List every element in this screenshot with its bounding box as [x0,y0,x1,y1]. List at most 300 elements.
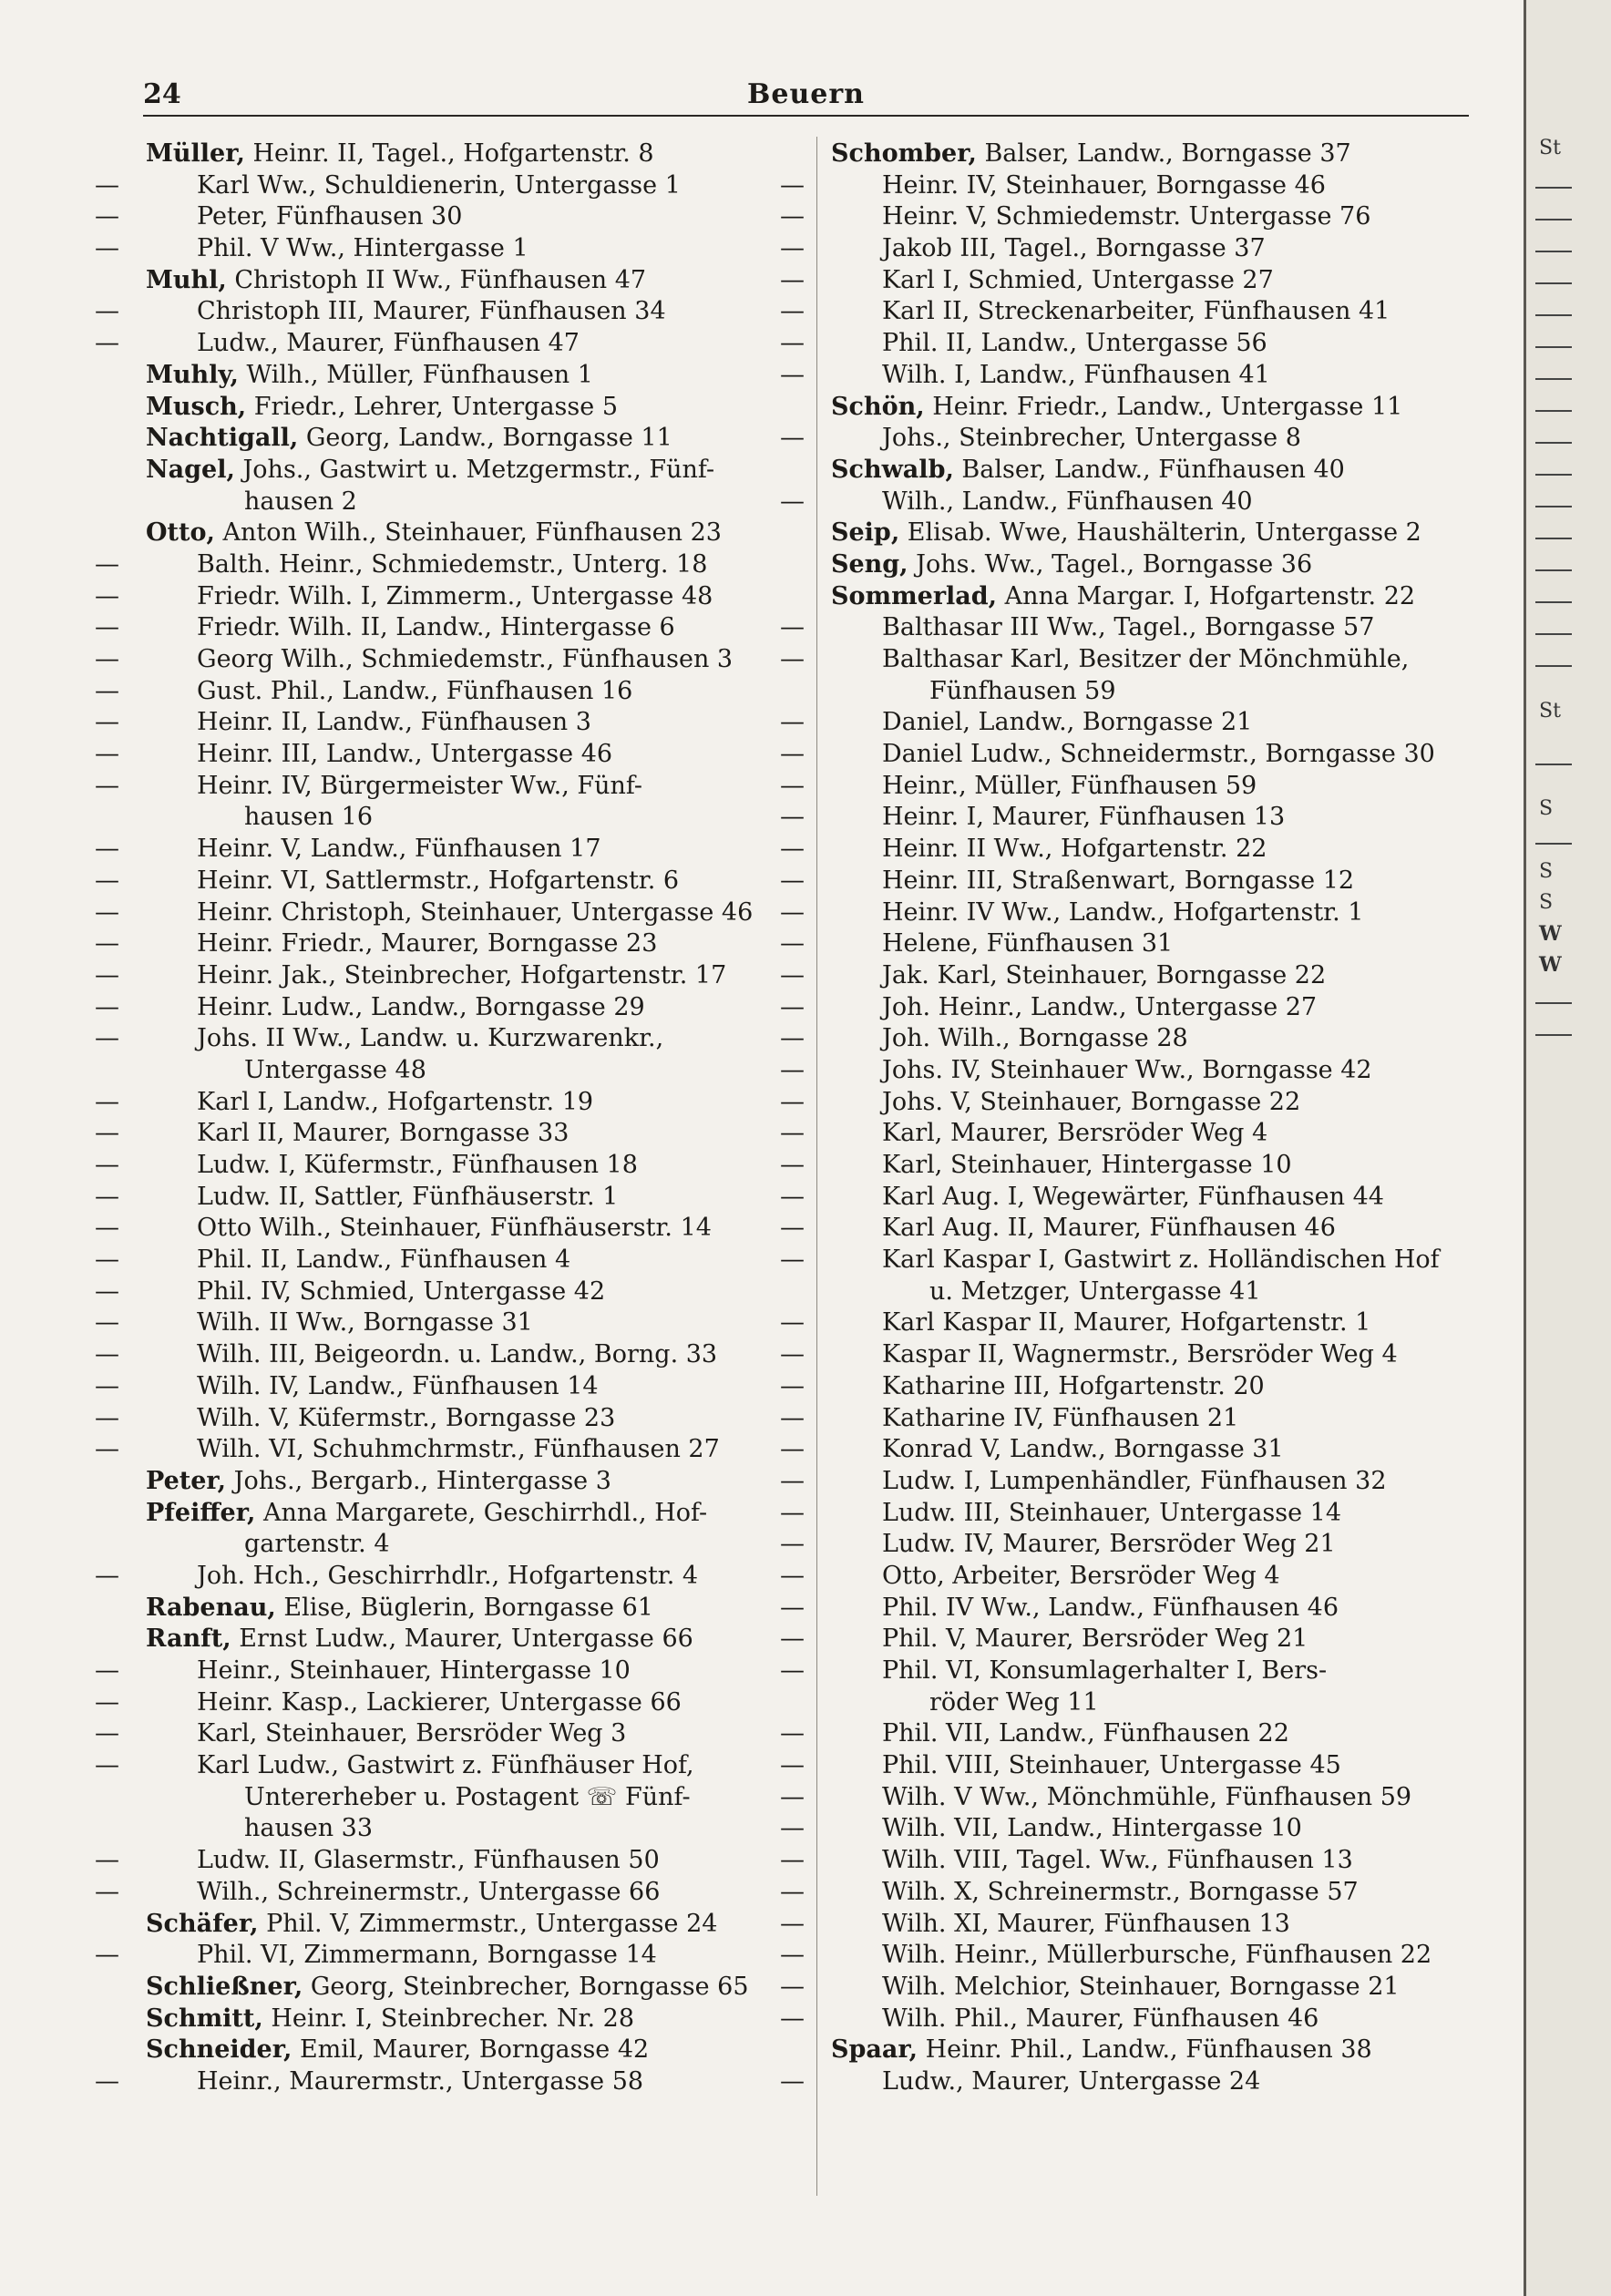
entry-details: Konrad V, Landw., Borngasse 31 [882,1435,1284,1464]
directory-subentry [95,201,791,233]
entry-continuation: Fünfhausen 59 [929,676,1116,705]
directory-subentry [780,1055,1474,1087]
ditto-dash: — [95,1941,119,1970]
edge-dash [1535,410,1572,412]
entry-details: Otto, Arbeiter, Bersröder Weg 4 [882,1561,1280,1590]
ditto-dash: — [780,424,805,453]
entry-details: Heinr. I, Maurer, Fünfhausen 13 [882,803,1286,832]
directory-entry [146,455,791,487]
directory-entry [146,1466,791,1498]
ditto-dash: — [780,835,805,864]
ditto-dash: — [95,1276,119,1306]
entry-details: Anton Wilh., Steinhauer, Fünfhausen 23 [214,518,722,548]
directory-subentry [780,644,1474,676]
edge-fragment: S [1539,860,1554,883]
entry-surname: Schön, [831,392,925,421]
directory-subentry [780,707,1474,739]
entry-details: Phil. VI, Zimmermann, Borngasse 14 [197,1941,657,1970]
ditto-dash: — [780,1751,805,1780]
edge-fragment: W [1539,953,1562,977]
ditto-dash: — [95,1751,119,1780]
ditto-dash: — [780,1214,805,1243]
directory-subentry [780,992,1474,1024]
ditto-dash: — [95,549,119,579]
directory-subentry [95,1245,791,1276]
ditto-dash: — [95,866,119,895]
entry-details: Friedr. Wilh. I, Zimmerm., Untergasse 48 [197,581,713,610]
directory-subentry [780,960,1474,992]
entry-details: Wilh., Schreinermstr., Untergasse 66 [197,1877,661,1906]
ditto-dash: — [780,1182,805,1211]
ditto-dash: — [95,1245,119,1275]
directory-subentry [780,834,1474,866]
edge-dash [1535,843,1572,845]
directory-subentry [95,707,791,739]
directory-subentry [780,1498,1474,1530]
ditto-dash: — [780,1593,805,1622]
ditto-dash: — [780,265,805,294]
directory-entry [146,1498,791,1530]
ditto-dash: — [780,1782,805,1811]
entry-details: Anna Margarete, Geschirrhdl., Hof- [255,1498,708,1527]
directory-subentry [95,897,791,929]
ditto-dash: — [95,1119,119,1148]
entry-continuation: röder Weg 11 [929,1687,1099,1717]
ditto-dash: — [95,1561,119,1590]
ditto-dash: — [780,1498,805,1527]
entry-surname: Nagel, [146,455,235,484]
entry-details: Heinr. III, Landw., Untergasse 46 [197,740,613,769]
directory-subentry [780,1877,1474,1909]
entry-details: Johs., Steinbrecher, Untergasse 8 [882,424,1301,453]
directory-subentry [95,1307,791,1339]
entry-details: Emil, Maurer, Borngasse 42 [292,2035,650,2065]
directory-subentry [780,360,1474,392]
entry-details: Joh. Wilh., Borngasse 28 [882,1024,1188,1053]
entry-details: Karl Ww., Schuldienerin, Untergasse 1 [197,170,681,200]
entry-details: Peter, Fünfhausen 30 [197,202,463,231]
directory-subentry [780,296,1474,328]
ditto-dash: — [95,581,119,610]
ditto-dash: — [95,1656,119,1685]
entry-details: Jak. Karl, Steinhauer, Borngasse 22 [882,960,1327,989]
directory-subentry [780,897,1474,929]
ditto-dash: — [95,2066,119,2096]
entry-details: Wilh. V, Küfermstr., Borngasse 23 [197,1403,616,1432]
entry-details: Wilh. XI, Maurer, Fünfhausen 13 [882,1909,1290,1938]
directory-subentry [95,1434,791,1466]
entry-details: Heinr. Jak., Steinbrecher, Hofgartenstr. 17 [197,960,727,989]
directory-subentry [95,612,791,644]
ditto-dash: — [95,1371,119,1400]
directory-entry [146,1593,791,1625]
entry-details: Johs. II Ww., Landw. u. Kurzwarenkr., [197,1024,664,1053]
entry-details: Johs., Gastwirt u. Metzgermstr., Fünf- [234,455,715,484]
directory-subentry [780,423,1474,455]
entry-details: Johs. V, Steinhauer, Borngasse 22 [882,1087,1301,1116]
directory-subentry [95,771,791,803]
entry-details: Wilh. III, Beigeordn. u. Landw., Borng. 33 [197,1340,718,1369]
entry-details: Heinr. IV, Steinhauer, Borngasse 46 [882,170,1326,200]
entry-details: Elisab. Wwe, Haushälterin, Untergasse 2 [899,518,1421,548]
directory-entry [146,360,791,392]
ditto-dash: — [780,1466,805,1495]
entry-details: Heinr. VI, Sattlermstr., Hofgartenstr. 6 [197,866,680,895]
entry-details: Katharine IV, Fünfhausen 21 [882,1403,1239,1432]
entry-surname: Otto, [146,518,215,548]
ditto-dash: — [780,1055,805,1084]
entry-continuation: Untererheber u. Postagent ☏ Fünf- [244,1782,691,1811]
entry-details: Phil. V Ww., Hintergasse 1 [197,234,528,263]
directory-subentry [780,1972,1474,2004]
entry-continuation: hausen 16 [244,803,374,832]
entry-details: Phil. VIII, Steinhauer, Untergasse 45 [882,1751,1341,1780]
directory-subentry [780,928,1474,960]
directory-subentry [780,1624,1474,1655]
directory-subentry [780,1213,1474,1245]
directory-subentry [780,1655,1474,1687]
directory-entry [831,518,1474,549]
ditto-dash: — [780,708,805,737]
ditto-dash: — [780,645,805,673]
ditto-dash: — [780,202,805,231]
directory-subentry [780,1750,1474,1782]
entry-details: Heinr. I, Steinbrecher. Nr. 28 [262,2004,635,2033]
directory-subentry [780,233,1474,265]
edge-dash [1535,474,1572,476]
entry-details: Wilh. VII, Landw., Hintergasse 10 [882,1814,1302,1843]
ditto-dash: — [95,645,119,673]
entry-details: Ludw. III, Steinhauer, Untergasse 14 [882,1498,1342,1527]
ditto-dash: — [780,740,805,769]
ditto-dash: — [780,1087,805,1116]
entry-surname: Schwalb, [831,455,954,484]
ditto-dash: — [95,1340,119,1369]
entry-surname: Seng, [831,549,908,579]
directory-entry [831,2035,1474,2066]
directory-subentry [95,1118,791,1150]
directory-subentry [95,992,791,1024]
entry-details: Ludw., Maurer, Untergasse 24 [882,2066,1261,2096]
directory-subentry [95,1150,791,1182]
entry-surname: Schließner, [146,1972,303,2001]
edge-dash [1535,219,1572,220]
ditto-dash: — [780,360,805,389]
directory-subentry [780,739,1474,771]
ditto-dash: — [780,1308,805,1338]
directory-entry [146,518,791,549]
directory-subentry [95,328,791,360]
ditto-dash: — [95,170,119,200]
entry-continuation: gartenstr. 4 [244,1530,390,1559]
ditto-dash: — [95,1151,119,1179]
directory-subentry [95,739,791,771]
entry-surname: Seip, [831,518,900,548]
column-divider [816,137,817,2196]
entry-details: Heinr. Kasp., Lackierer, Untergasse 66 [197,1687,682,1717]
entry-details: Wilh. Melchior, Steinhauer, Borngasse 21 [882,1972,1400,2001]
entry-details: Heinr. IV Ww., Landw., Hofgartenstr. 1 [882,897,1364,927]
directory-subentry [780,201,1474,233]
entry-details: Georg, Steinbrecher, Borngasse 65 [303,1972,749,2001]
ditto-dash: — [780,1814,805,1843]
entry-surname: Pfeiffer, [146,1498,256,1527]
directory-entry [146,2004,791,2035]
directory-entry [831,581,1474,613]
ditto-dash: — [95,1182,119,1211]
directory-subentry [95,549,791,581]
entry-details: Anna Margar. I, Hofgartenstr. 22 [997,581,1416,610]
directory-subentry [780,1845,1474,1877]
directory-entry [146,392,791,424]
entry-details: Phil. II, Landw., Fünfhausen 4 [197,1245,571,1275]
directory-subentry [95,676,791,708]
ditto-dash: — [95,329,119,358]
ditto-dash: — [95,929,119,958]
ditto-dash: — [95,708,119,737]
ditto-dash: — [780,1403,805,1432]
entry-surname: Nachtigall, [146,424,299,453]
entry-details: Heinr. V, Schmiedemstr. Untergasse 76 [882,202,1371,231]
right-column [780,138,1474,2098]
directory-subentry [780,1150,1474,1182]
ditto-dash: — [780,613,805,642]
entry-details: Johs. Ww., Tagel., Borngasse 36 [908,549,1313,579]
entry-details: Wilh. IV, Landw., Fünfhausen 14 [197,1371,599,1400]
edge-dash [1535,282,1572,284]
ditto-dash: — [780,329,805,358]
directory-entry [146,265,791,297]
entry-details: Heinr. II, Landw., Fünfhausen 3 [197,708,591,737]
directory-subentry [95,1339,791,1371]
directory-subentry [780,1466,1474,1498]
ditto-dash: — [780,1561,805,1590]
directory-subentry [95,1403,791,1435]
entry-details: Phil. VII, Landw., Fünfhausen 22 [882,1719,1289,1748]
ditto-dash: — [95,771,119,800]
directory-subentry [95,1023,791,1055]
ditto-dash: — [780,929,805,958]
entry-details: Heinr., Müller, Fünfhausen 59 [882,771,1257,800]
directory-subentry [95,960,791,992]
directory-entry [831,392,1474,424]
ditto-dash: — [780,1846,805,1875]
entry-details: Phil. II, Landw., Untergasse 56 [882,329,1267,358]
ditto-dash: — [780,992,805,1021]
directory-subentry [95,2066,791,2098]
directory-subentry [95,1845,791,1877]
directory-subentry [95,834,791,866]
ditto-dash: — [780,866,805,895]
directory-subentry [95,296,791,328]
entry-details: Karl I, Schmied, Untergasse 27 [882,265,1274,294]
entry-details: Heinr. Christoph, Steinhauer, Untergasse 46 [197,897,754,927]
ditto-dash: — [95,1719,119,1748]
entry-details: Wilh. VIII, Tagel. Ww., Fünfhausen 13 [882,1846,1353,1875]
directory-entry [146,1624,791,1655]
directory-subentry [95,1182,791,1214]
directory-subentry [95,1561,791,1593]
directory-subentry [780,2004,1474,2035]
entry-details: Phil. V, Maurer, Bersröder Weg 21 [882,1625,1308,1654]
entry-surname: Sommerlad, [831,581,998,610]
ditto-dash: — [780,2066,805,2096]
entry-details: Heinr. II, Tagel., Hofgartenstr. 8 [244,139,654,168]
directory-subentry [780,1307,1474,1339]
directory-entry [831,549,1474,581]
entry-details: Christoph II Ww., Fünfhausen 47 [226,265,647,294]
edge-fragment: S [1539,891,1554,914]
entry-details: Joh. Heinr., Landw., Untergasse 27 [882,992,1318,1021]
ditto-dash: — [95,297,119,326]
ditto-dash: — [95,1877,119,1906]
entry-details: Gust. Phil., Landw., Fünfhausen 16 [197,676,633,705]
left-column [95,138,791,2098]
entry-details: Karl Kaspar II, Maurer, Hofgartenstr. 1 [882,1308,1371,1338]
ditto-dash: — [95,1687,119,1717]
entry-details: Kaspar II, Wagnermstr., Bersröder Weg 4 [882,1340,1398,1369]
edge-dash [1535,601,1572,603]
entry-details: Heinr., Steinhauer, Hintergasse 10 [197,1656,631,1685]
ditto-dash: — [780,1625,805,1654]
entry-details: Heinr. Phil., Landw., Fünfhausen 38 [918,2035,1372,2065]
directory-subentry [780,1182,1474,1214]
entry-details: Karl II, Maurer, Borngasse 33 [197,1119,569,1148]
entry-details: Ernst Ludw., Maurer, Untergasse 66 [231,1625,693,1654]
entry-details: Heinr. Ludw., Landw., Borngasse 29 [197,992,645,1021]
entry-details: Heinr. II Ww., Hofgartenstr. 22 [882,835,1267,864]
ditto-dash: — [780,803,805,832]
entry-surname: Schomber, [831,139,977,168]
page-number: 24 [143,78,181,110]
entry-continuation: Untergasse 48 [244,1055,426,1084]
ditto-dash: — [780,487,805,516]
ditto-dash: — [95,202,119,231]
directory-subentry [780,1529,1474,1561]
directory-subentry [780,1593,1474,1625]
directory-subentry [780,265,1474,297]
ditto-dash: — [780,1656,805,1685]
directory-subentry [95,581,791,613]
entry-details: Heinr. Friedr., Landw., Untergasse 11 [924,392,1403,421]
entry-details: Christoph III, Maurer, Fünfhausen 34 [197,297,666,326]
entry-details: Karl Aug. II, Maurer, Fünfhausen 46 [882,1214,1336,1243]
entry-details: Daniel Ludw., Schneidermstr., Borngasse 30 [882,740,1435,769]
entry-details: Karl II, Streckenarbeiter, Fünfhausen 41 [882,297,1390,326]
directory-subentry [95,1655,791,1687]
entry-details: Ludw. II, Glasermstr., Fünfhausen 50 [197,1846,660,1875]
running-title: Beuern [747,78,865,110]
entry-details: Balthasar III Ww., Tagel., Borngasse 57 [882,613,1375,642]
directory-entry [831,455,1474,487]
entry-details: Ludw. I, Küfermstr., Fünfhausen 18 [197,1151,638,1179]
entry-surname: Rabenau, [146,1593,276,1622]
entry-details: Karl Kaspar I, Gastwirt z. Holländischen Hof [882,1245,1440,1275]
directory-subentry [780,2066,1474,2098]
edge-dash [1535,314,1572,316]
entry-details: Phil. V, Zimmermstr., Untergasse 24 [258,1909,718,1938]
entry-details: Daniel, Landw., Borngasse 21 [882,708,1253,737]
entry-details: Georg Wilh., Schmiedemstr., Fünfhausen 3 [197,645,734,673]
ditto-dash: — [95,740,119,769]
ditto-dash: — [780,960,805,989]
entry-details: Karl, Steinhauer, Bersröder Weg 3 [197,1719,627,1748]
edge-fragment: S [1539,797,1554,820]
entry-details: Balser, Landw., Fünfhausen 40 [953,455,1345,484]
ditto-dash: — [780,1941,805,1970]
directory-subentry [780,1245,1474,1276]
directory-subentry [780,1561,1474,1593]
edge-dash [1535,764,1572,765]
edge-dash [1535,1002,1572,1004]
edge-dash [1535,442,1572,444]
directory-entry [146,1909,791,1941]
edge-fragment: W [1539,922,1562,946]
ditto-dash: — [95,1214,119,1243]
entry-details: Katharine III, Hofgartenstr. 20 [882,1371,1265,1400]
entry-surname: Müller, [146,139,245,168]
entry-details: Johs., Bergarb., Hintergasse 3 [226,1466,611,1495]
ditto-dash: — [780,1435,805,1464]
entry-details: Wilh. Heinr., Müllerbursche, Fünfhausen 22 [882,1941,1432,1970]
directory-subentry [780,1118,1474,1150]
entry-continuation: u. Metzger, Untergasse 41 [929,1276,1261,1306]
entry-surname: Schmitt, [146,2004,263,2033]
entry-surname: Muhly, [146,360,239,389]
entry-surname: Muhl, [146,265,227,294]
edge-dash [1535,569,1572,571]
directory-subentry [95,1371,791,1403]
directory-entry [146,423,791,455]
directory-subentry [95,1718,791,1750]
ditto-dash: — [780,170,805,200]
entry-details: Wilh. II Ww., Borngasse 31 [197,1308,533,1338]
ditto-dash: — [95,835,119,864]
directory-subentry [780,1371,1474,1403]
ditto-dash: — [780,1245,805,1275]
ditto-dash: — [780,1119,805,1148]
ditto-dash: — [780,1151,805,1179]
directory-subentry [95,1087,791,1119]
entry-surname: Musch, [146,392,247,421]
directory-subentry [780,1434,1474,1466]
ditto-dash: — [780,1719,805,1748]
directory-subentry [95,170,791,202]
directory-subentry [780,866,1474,897]
ditto-dash: — [780,1972,805,2001]
ditto-dash: — [95,1024,119,1053]
entry-details: Karl I, Landw., Hofgartenstr. 19 [197,1087,594,1116]
entry-details: Heinr., Maurermstr., Untergasse 58 [197,2066,644,2096]
ditto-dash: — [95,676,119,705]
entry-details: Heinr. Friedr., Maurer, Borngasse 23 [197,929,658,958]
ditto-dash: — [95,613,119,642]
directory-subentry [780,487,1474,518]
edge-dash [1535,378,1572,380]
entry-details: Wilh. Phil., Maurer, Fünfhausen 46 [882,2004,1319,2033]
ditto-dash: — [780,1909,805,1938]
directory-subentry [780,328,1474,360]
ditto-dash: — [780,2004,805,2033]
page-header [143,78,1469,118]
entry-details: Ludw., Maurer, Fünfhausen 47 [197,329,580,358]
entry-details: Heinr. III, Straßenwart, Borngasse 12 [882,866,1355,895]
ditto-dash: — [780,1877,805,1906]
ditto-dash: — [95,1308,119,1338]
directory-subentry [95,1750,791,1782]
entry-details: Friedr. Wilh. II, Landw., Hintergasse 6 [197,613,675,642]
entry-details: Heinr. IV, Bürgermeister Ww., Fünf- [197,771,643,800]
